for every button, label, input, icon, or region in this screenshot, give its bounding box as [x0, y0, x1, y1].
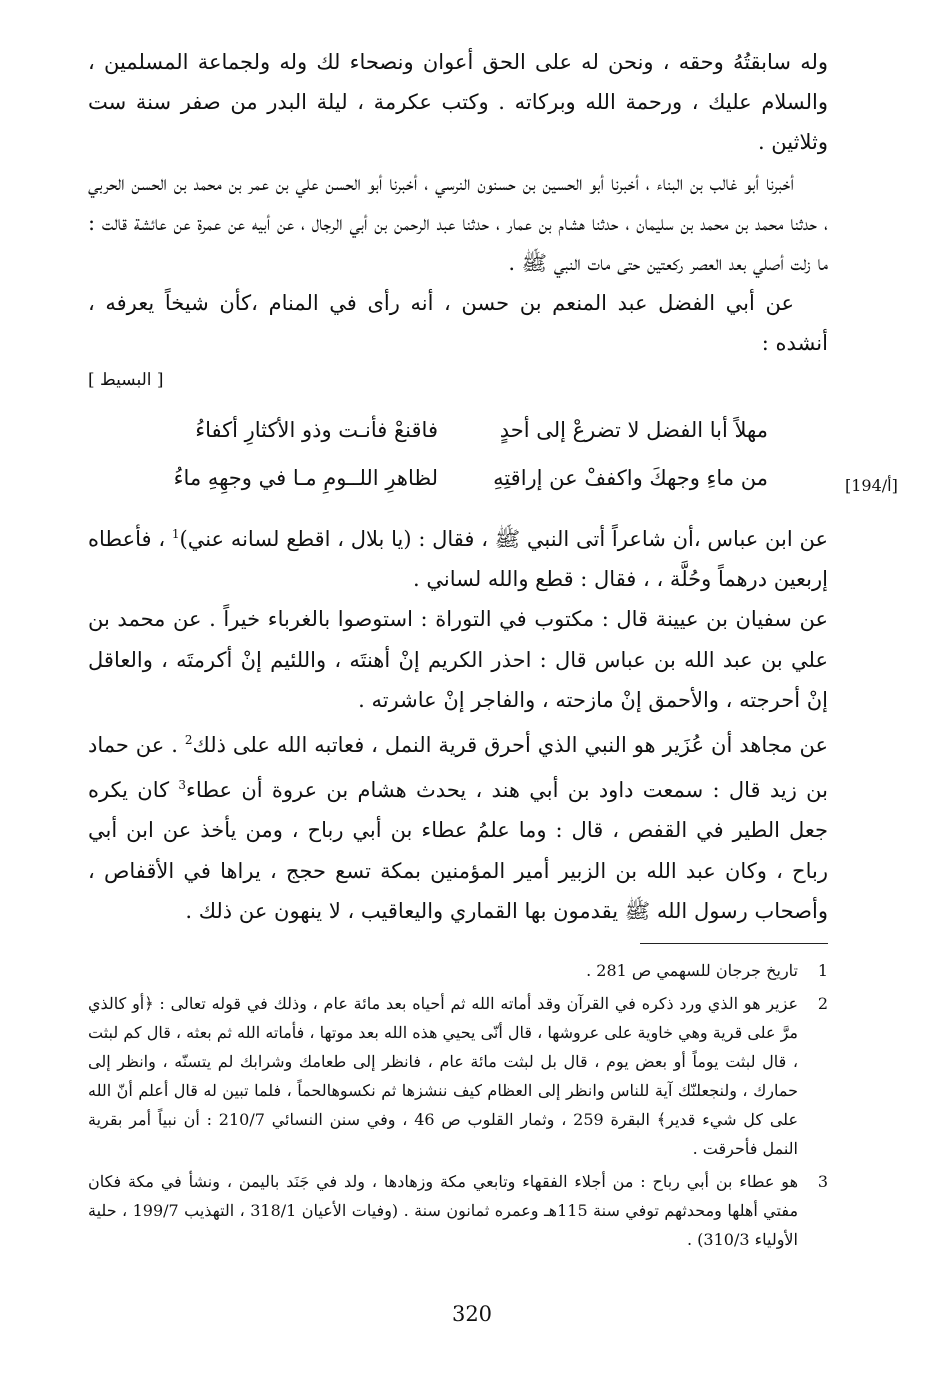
- verse-2-hemistich-1: من ماءِ وجهكَ واكففْ عن إراقتِهِ: [493, 466, 768, 490]
- verse-line-1: [88, 418, 828, 458]
- paragraph-4-text: عن ابن عباس ،أن شاعراً أتى النبي ﷺ ، فقال : (يا بلال ، اقطع لسانه عني): [179, 527, 828, 551]
- paragraph-3: عن أبي الفضل عبد المنعم بن حسن ، أنه رأى في المنام ،كأن شيخاً يعرفه ، أنشده :: [88, 291, 828, 356]
- footnote-ref-3[interactable]: 3: [178, 778, 187, 793]
- meter-label: [ البسيط ]: [88, 370, 164, 390]
- footnote-2: [88, 989, 828, 1163]
- verse-line-2: [88, 466, 828, 506]
- paragraph-4-end: ، فأعطاه إربعين درهماً وحُلَّة ، ، فقال : قطع والله لساني .: [88, 527, 828, 592]
- main-text-continued: [88, 514, 828, 931]
- footnote-text: تاريخ جرجان للسهمي ص 281 .: [586, 961, 798, 980]
- footnote-number: 3: [817, 1172, 828, 1191]
- footnote-text: عزير هو الذي ورد ذكره في القرآن وقد أماته الله ثم أحياه بعد مائة عام ، وذلك في قوله تعالى : ﴿أو كالذي مرَّ على قرية وهي خاوية على عروشها ، قال أنّى يحيي هذه الله بعد موتها ، فأماته الله ثم بعثه ، قال كم لبثت ، قال لبثت يوماً أو بعض يوم ، قال بل لبثت مائة عام ، فانظر إلى طعامك وشرابك لم يتسنّه ، وانظر إلى حمارك ، ولنجعلنّك آية للناس وانظر إلى العظام كيف ننشزها ثم نكسوهالحماً ، فلما تبين له قال أعلم أنّ الله على كل شيء قدير﴾ البقرة 259 ، وثمار القلوب ص 46 ، وفي سنن النسائي 210/7 : أن نبياً أمر بقرية النمل فأحرقت .: [88, 994, 799, 1158]
- paragraph-4: [88, 514, 828, 599]
- paragraph-6-b: . عن حماد بن زيد قال : سمعت داود بن أبي هند ، يحدث هشام بن عروة أن عطاء: [88, 733, 828, 803]
- paragraph-6-c: كان يكره جعل الطير في القفص ، قال : وما علمُ عطاء بن أبي رباح ، ومن يأخذ عن ابن أبي رباح ، وكان عبد الله بن الزبير أمير المؤمنين بمكة تسع حجج ، يراها في الأقفاص ، وأصحاب رسول الله ﷺ يقدمون بها القماري واليعاقيب ، لا ينهون عن ذلك .: [88, 778, 828, 923]
- footnote-ref-2[interactable]: 2: [184, 733, 193, 748]
- footnote-1: [88, 956, 828, 985]
- paragraph-5: عن سفيان بن عيينة قال : مكتوب في التوراة : استوصوا بالغرباء خيراً . عن محمد بن علي بن عبد الله بن عباس قال : احذر الكريم إنْ أهنتَه ، واللئيم إنْ أكرمتَه ، والعاقل إنْ أحرجته ، والأحمق إنْ مازحته ، والفاجر إنْ عاشرته .: [88, 607, 828, 712]
- verse-1-hemistich-2: فاقنعْ فأنـت وذو الأكثارِ أكفاءُ: [195, 418, 438, 442]
- verse-2-hemistich-2: لظاهرِ اللــومِ مـا في وجهِهِ ماءُ: [173, 466, 438, 490]
- main-text: [88, 42, 828, 364]
- footnote-ref-1[interactable]: 1: [171, 527, 180, 541]
- verse-1-hemistich-1: مهلاً أبا الفضل لا تضرعْ إلى أحدٍ: [499, 418, 768, 442]
- paragraph-6-a: عن مجاهد أن عُزَير هو النبي الذي أحرق قرية النمل ، فعاتبه الله على ذلك: [192, 733, 829, 758]
- footnote-number: 1: [817, 961, 828, 980]
- folio-reference: [194/أ]: [845, 476, 898, 495]
- footnote-3: [88, 1167, 828, 1254]
- footnotes: [88, 956, 828, 1258]
- footnote-number: 2: [817, 994, 828, 1013]
- paragraph-2: أخبرنا أبو غالب بن البناء ، أخبرنا أبو الحسين بن حسنون النرسي ، أخبرنا أبو الحسن علي بن عمر بن محمد بن الحسن الحربي ، حدثنا محمد بن محمد بن سليمان ، حدثنا هشام بن عمار ، حدثنا عبد الرحمن بن أبي الرجال ، عن أبيه عن عمرة عن عائشة قالت : ما زلت أصلي بعد العصر ركعتين حتى مات النبي ﷺ .: [88, 170, 828, 276]
- paragraph-1: وله سابقتُهُ وحقه ، ونحن له على الحق أعوان ونصحاء لك وله ولجماعة المسلمين ، والسلام عليك ، ورحمة الله وبركاته . وكتب عكرمة ، ليلة البدر من صفر سنة ست وثلاثين .: [88, 50, 828, 155]
- paragraph-6: [88, 720, 828, 931]
- page-number: 320: [451, 1302, 493, 1326]
- footnote-divider: [640, 943, 828, 944]
- poem: [88, 418, 828, 506]
- footnote-text: هو عطاء بن أبي رباح : من أجلاء الفقهاء وتابعي مكة وزهادها ، ولد في جَنَد باليمن ، ونشأ في مكة فكان مفتي أهلها ومحدثهم توفي سنة 115هـ وعمره ثمانون سنة . (وفيات الأعيان 318/1 ، التهذيب 199/7 ، حلية الأولياء 310/3) .: [88, 1172, 799, 1249]
